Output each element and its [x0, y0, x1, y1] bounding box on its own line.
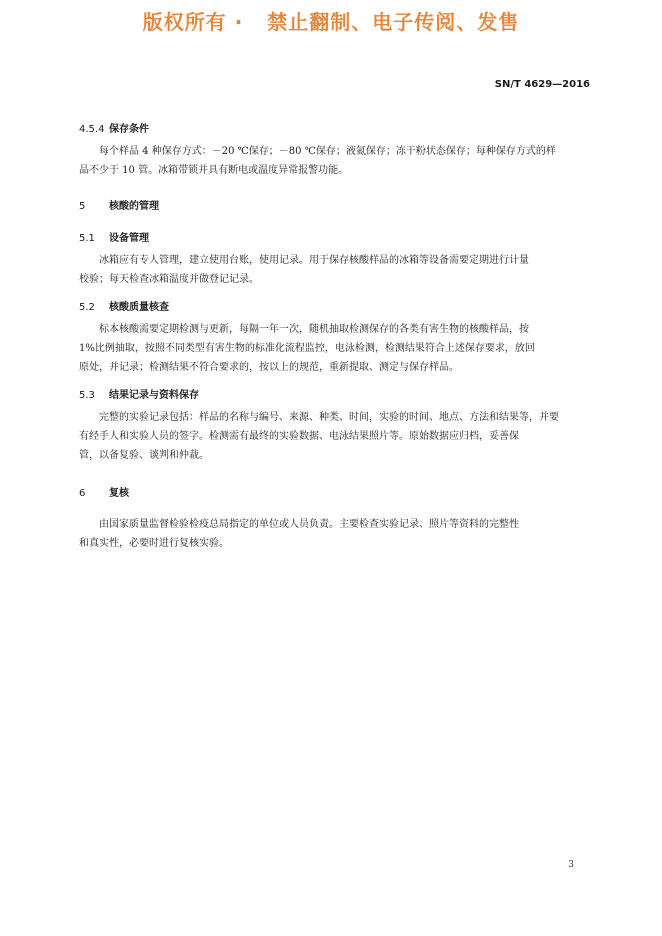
section-heading-6 — [79, 484, 129, 499]
paragraph-line: 每个样品 4 种保存方式：－20 ℃保存；－80 ℃保存；液氮保存；冻干粉状态保存；每种保存方式的样 — [99, 146, 556, 157]
section-number: 5.3 — [79, 390, 95, 401]
standard-code: SN/T 4629—2016 — [494, 79, 590, 90]
paragraph-line: 完整的实验记录包括：样品的名称与编号、来源、种类、时间，实验的时间、地点、方法和结果等，并要 — [99, 412, 559, 423]
paragraph-line: 原处，并记录；检测结果不符合要求的，按以上的规范，重新提取、测定与保存样品。 — [79, 362, 459, 373]
paragraph-line: 由国家质量监督检验检疫总局指定的单位或人员负责。主要检查实验记录、照片等资料的完整性 — [99, 519, 519, 530]
page-number: 3 — [568, 860, 574, 870]
paragraph-line: 1%比例抽取，按照不同类型有害生物的标准化流程监控，电泳检测，检测结果符合上述保存要求，放回 — [79, 343, 535, 354]
section-heading-4-5-4 — [79, 120, 149, 135]
section-number: 5.1 — [79, 233, 95, 244]
paragraph-line: 校验；每天检查冰箱温度并做登记记录。 — [79, 274, 259, 285]
paragraph-line: 标本核酸需要定期检测与更新，每隔一年一次，随机抽取检测保存的各类有害生物的核酸样品，按 — [99, 324, 529, 335]
section-heading-5-1 — [79, 229, 149, 244]
section-title: 保存条件 — [109, 124, 149, 135]
section-title: 设备管理 — [109, 233, 149, 244]
paragraph-quality-check — [79, 320, 591, 377]
paragraph-review — [79, 515, 591, 553]
paragraph-line: 有经手人和实验人员的签字。检测需有最终的实验数据、电泳结果照片等。原始数据应归档，妥善保 — [79, 431, 519, 442]
section-heading-5-3 — [79, 386, 199, 401]
section-number: 5.2 — [79, 302, 95, 313]
paragraph-line: 品不少于 10 管。冰箱带锁并具有断电或温度异常报警功能。 — [79, 165, 349, 176]
section-number: 4.5.4 — [79, 124, 105, 135]
paragraph-line: 管，以备复验、谈判和仲裁。 — [79, 450, 209, 461]
paragraph-line: 和真实性，必要时进行复核实验。 — [79, 538, 229, 549]
paragraph-equipment-management — [79, 251, 591, 289]
paragraph-storage-conditions — [79, 142, 591, 180]
section-title: 核酸质量核查 — [109, 302, 169, 313]
paragraph-records-storage — [79, 408, 591, 465]
section-number: 6 — [79, 488, 86, 499]
section-title: 结果记录与资料保存 — [109, 390, 199, 401]
section-title: 核酸的管理 — [109, 201, 159, 212]
section-heading-5-2 — [79, 298, 169, 313]
section-heading-5 — [79, 197, 159, 212]
copyright-watermark: 版权所有 · 禁止翻制、电子传阅、发售 — [142, 10, 520, 34]
paragraph-line: 冰箱应有专人管理，建立使用台账，使用记录。用于保存核酸样品的冰箱等设备需要定期进行计量 — [99, 255, 529, 266]
section-title: 复核 — [109, 488, 129, 499]
section-number: 5 — [79, 201, 86, 212]
